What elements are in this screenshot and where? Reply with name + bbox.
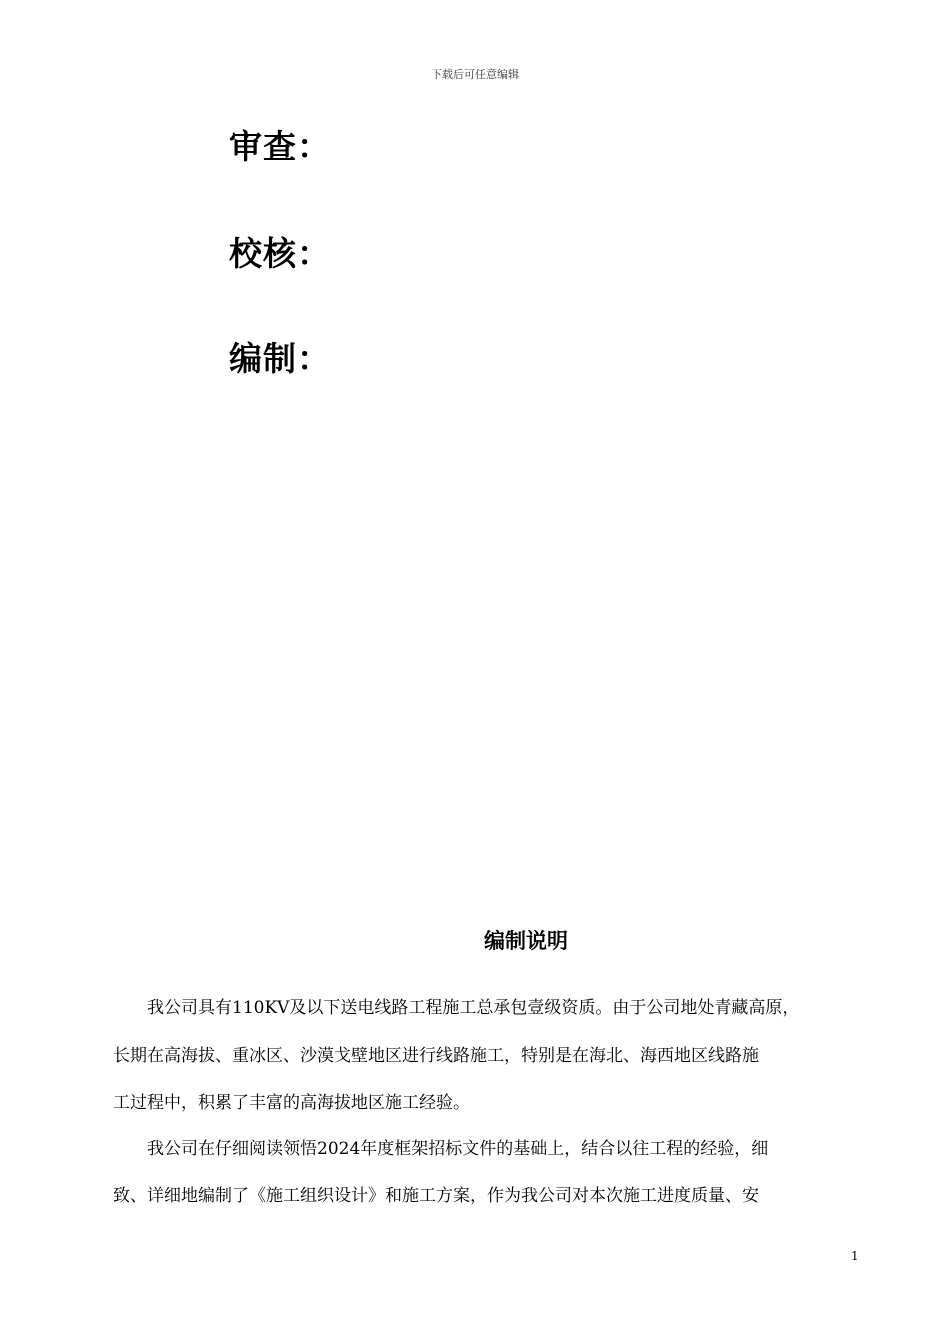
section-title: 编制说明 xyxy=(484,929,568,953)
body-line: 工过程中，积累了丰富的高海拔地区施工经验。 xyxy=(113,1093,470,1113)
review-label: 审查： xyxy=(229,127,331,166)
header-note: 下载后可任意编辑 xyxy=(431,68,519,81)
check-label: 校核： xyxy=(229,234,331,273)
compile-label: 编制： xyxy=(229,339,331,378)
body-line: 我公司具有110KV及以下送电线路工程施工总承包壹级资质。由于公司地处青藏高原， xyxy=(113,998,800,1018)
body-line: 长期在高海拔、重冰区、沙漠戈壁地区进行线路施工，特别是在海北、海西地区线路施 xyxy=(113,1046,759,1066)
body-line: 我公司在仔细阅读领悟2024年度框架招标文件的基础上，结合以往工程的经验，细 xyxy=(113,1139,769,1159)
page-number: 1 xyxy=(851,1249,859,1263)
body-line: 致、详细地编制了《施工组织设计》和施工方案，作为我公司对本次施工进度质量、安 xyxy=(113,1186,759,1206)
